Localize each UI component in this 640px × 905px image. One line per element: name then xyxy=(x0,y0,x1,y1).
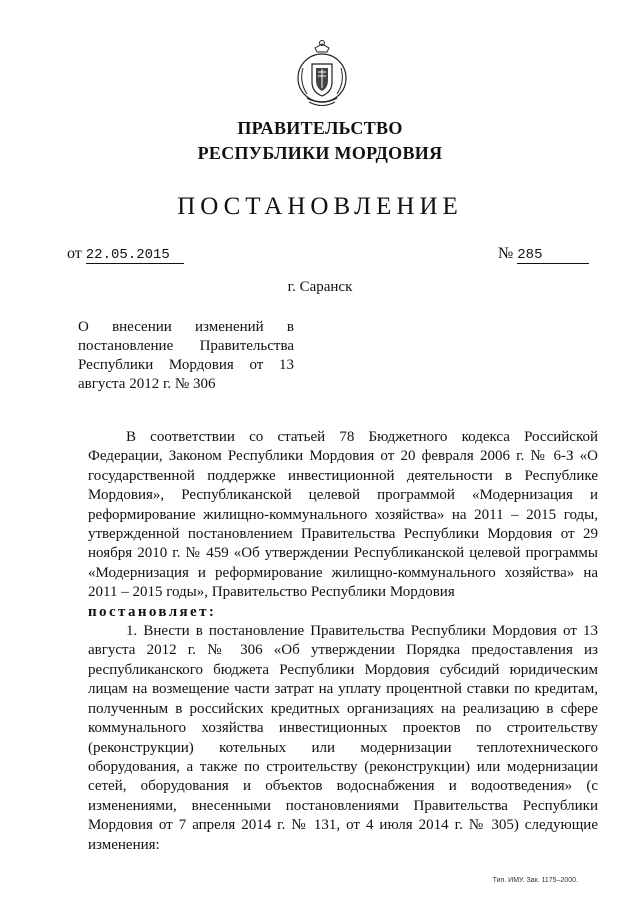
city: г. Саранск xyxy=(287,279,353,295)
document-subject: О внесении изменений в постановление Правительства Республики Мордовия от 13 августа 2012 г. № 306 xyxy=(78,319,294,392)
number-line xyxy=(498,245,589,264)
resolves-word: постановляет: xyxy=(88,603,217,620)
document-date: 22.05.2015 xyxy=(86,248,184,264)
document-number: 285 xyxy=(517,248,589,264)
print-mark: Тип. ИМУ. Зак. 1175–2000. xyxy=(492,877,578,884)
document-body xyxy=(88,428,598,855)
document-type: ПОСТАНОВЛЕНИЕ xyxy=(177,193,463,220)
paragraph-item-1: 1. Внести в постановление Правительства Республики Мордовия от 13 августа 2012 г. № 306 «Об утверждении Порядка предоставления из республиканского бюджета Республики Мордовия субсидий юридическим лицам на возмещение части затрат на уплату процентной ставки по кредитам, полученным в российских кредитных организациях на реализацию в сфере коммунального хозяйства инвестиционных проектов по строительству (реконструкции) котельных или модернизации теплотехнического оборудования, а также по строительству (реконструкции) или модернизации сетей, оборудования и объектов водоснабжения и водоотведения» (с изменениями, внесенными постановлениями Правительства Республики Мордовия от 7 апреля 2014 г. № 131, от 4 июля 2014 г. № 305) следующие изменения: xyxy=(88,623,598,853)
number-prefix: № xyxy=(498,245,514,262)
resolves-line xyxy=(88,603,598,622)
date-line xyxy=(67,245,184,264)
government-title-line2: РЕСПУБЛИКИ МОРДОВИЯ xyxy=(197,143,443,163)
government-title-line1: ПРАВИТЕЛЬСТВО xyxy=(237,118,403,138)
paragraph-preamble: В соответствии со статьей 78 Бюджетного кодекса Российской Федерации, Законом Республики Мордовия от 20 февраля 2006 г. № 6-З «О государственной поддержке инвестиционной деятельности в Республике Мордовия», Республиканской целевой программой «Модернизация и реформирование жилищно-коммунального хозяйства» на 2011 – 2015 годы, утвержденной постановлением Правительства Республики Мордовия от 29 ноября 2010 г. № 459 «Об утверждении Республиканской целевой программы «Модернизация и реформирование жилищно-коммунального хозяйства» на 2011 – 2015 годы», Правительство Республики Мордовия xyxy=(88,429,598,601)
coat-of-arms-icon xyxy=(295,38,349,110)
date-prefix: от xyxy=(67,245,82,262)
